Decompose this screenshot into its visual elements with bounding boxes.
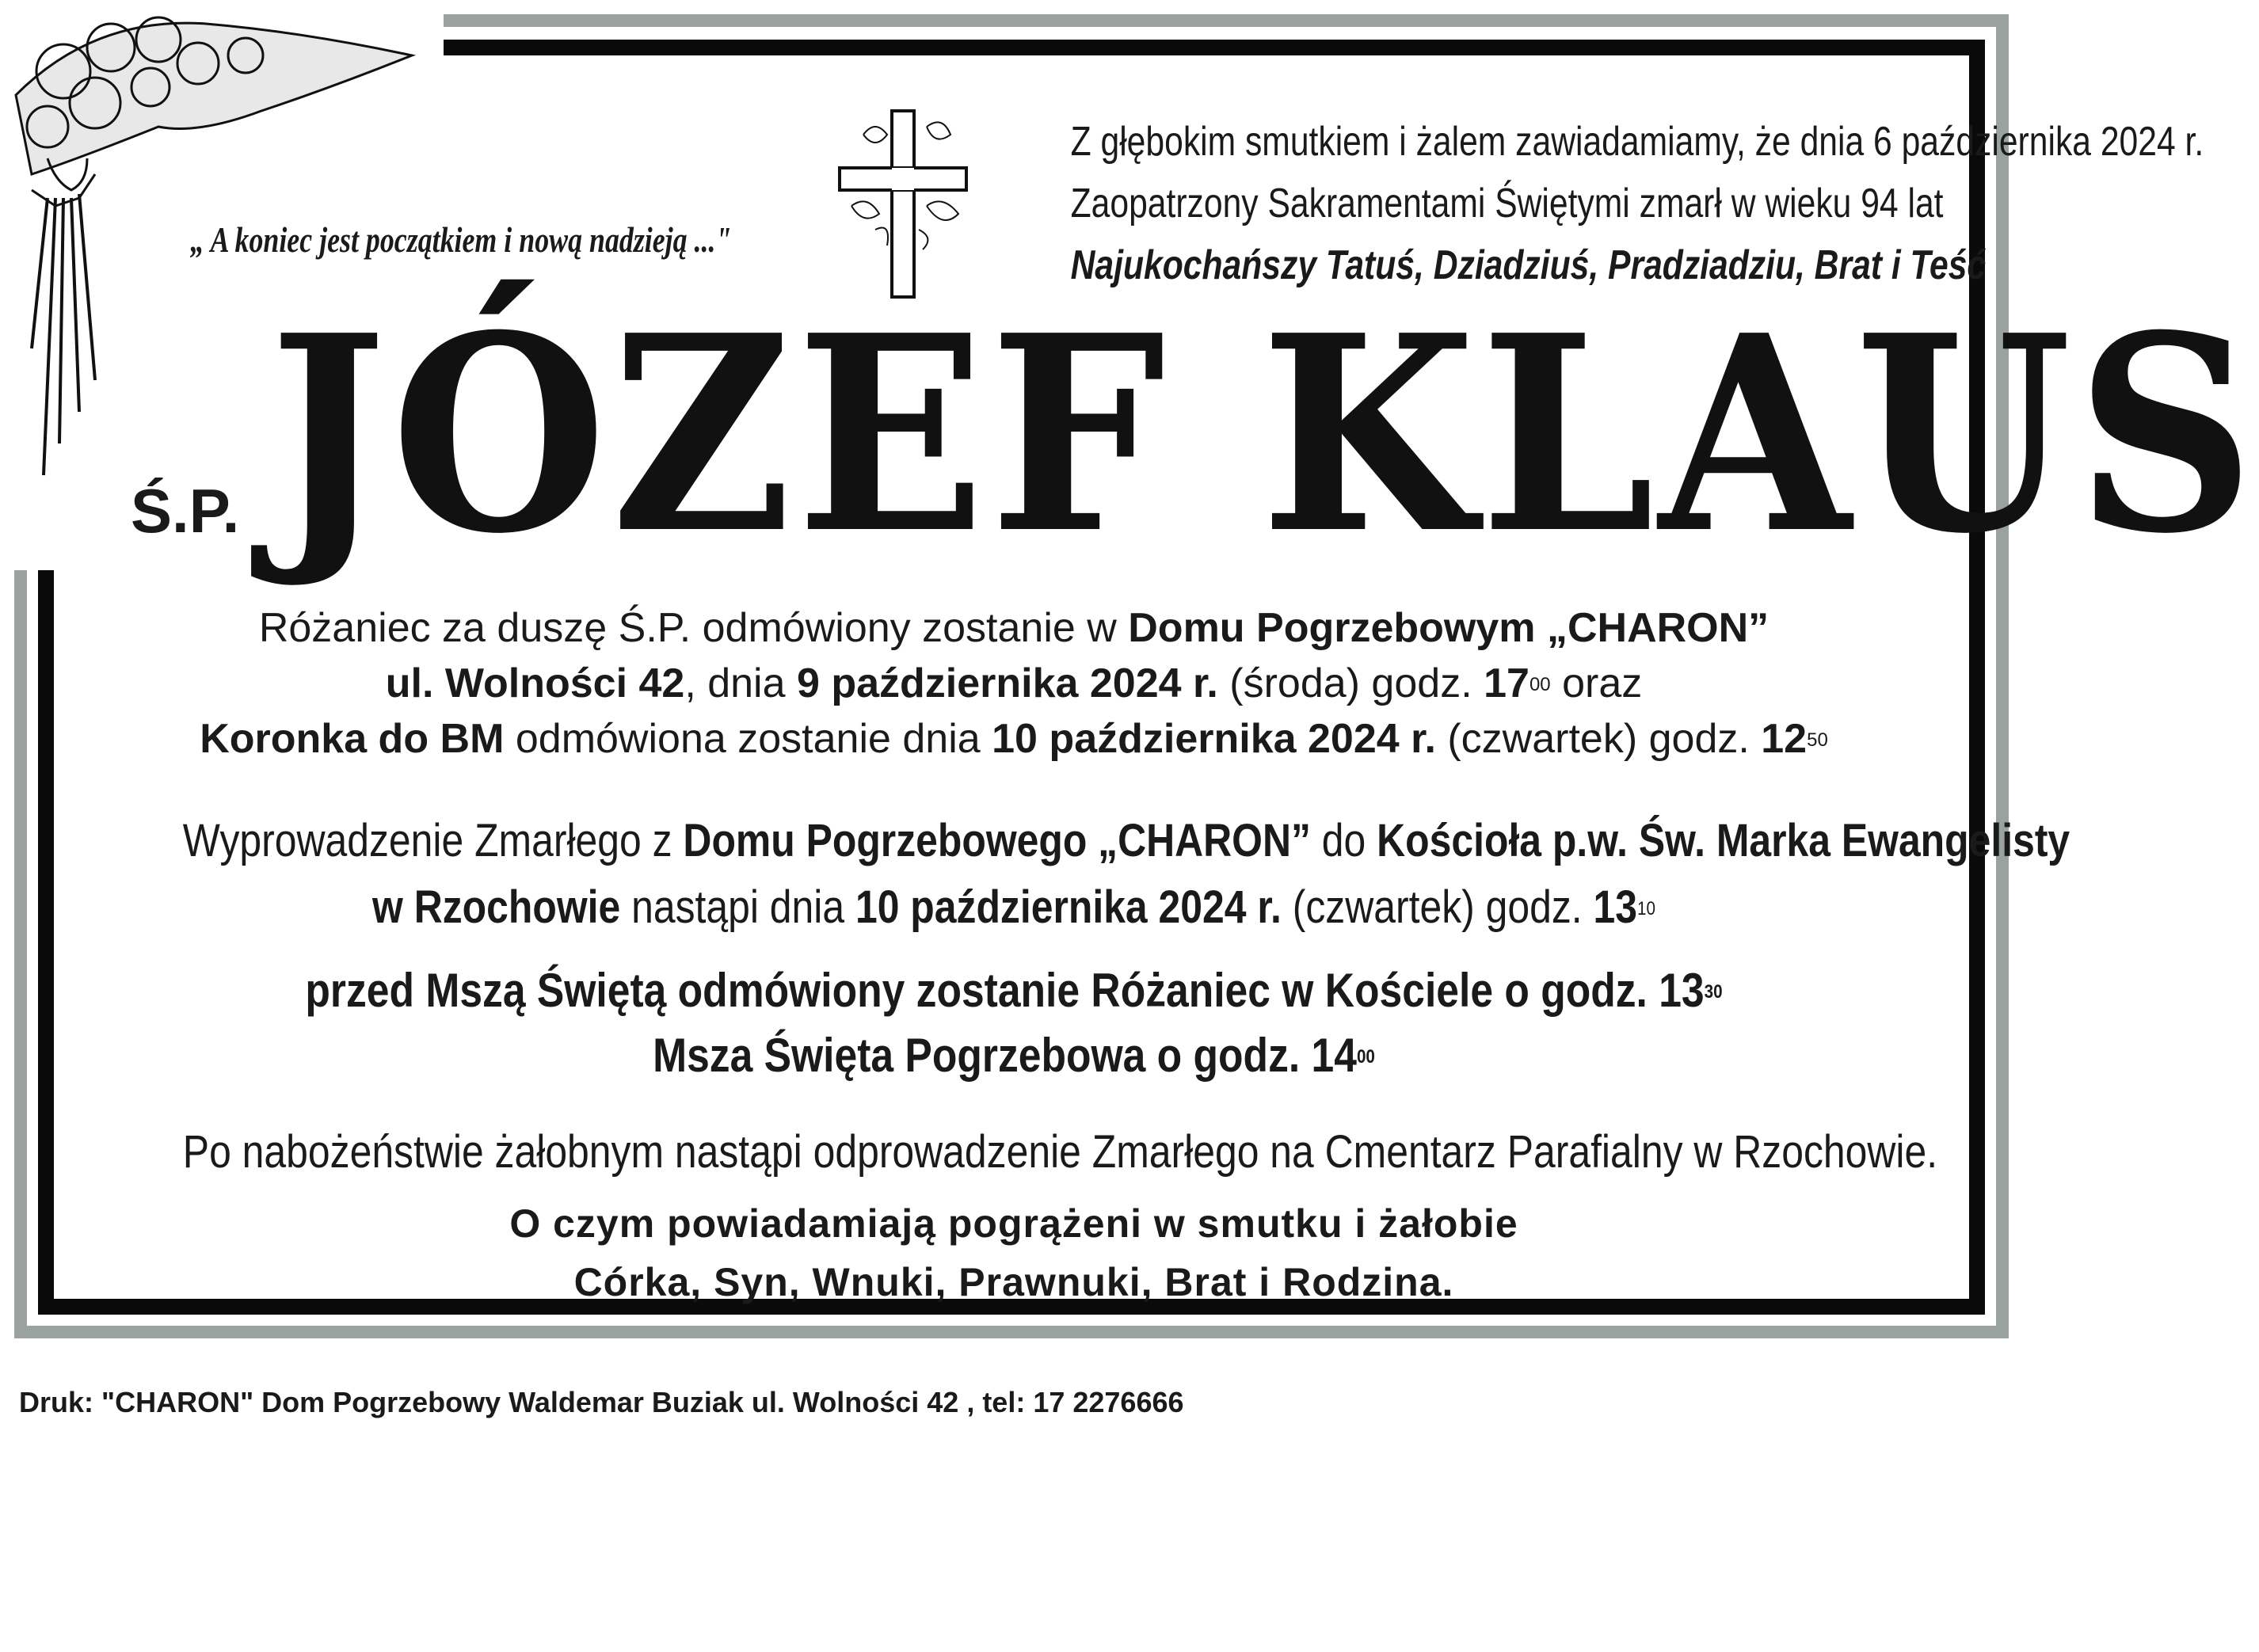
procession-text: do [1310, 815, 1377, 866]
announcement-intro [982, 111, 2204, 296]
church: Kościoła p.w. Św. Marka Ewangelisty [1377, 815, 2070, 866]
name-prefix: Ś.P. [131, 476, 240, 546]
cemetery-info [182, 1125, 1938, 1180]
chaplet-text: odmówiona zostanie dnia [504, 716, 992, 762]
chaplet: Koronka do BM [200, 716, 505, 762]
funeral-home: Domu Pogrzebowym „CHARON” [1128, 605, 1769, 651]
procession-info [182, 808, 2070, 941]
rosary-text: oraz [1550, 660, 1643, 706]
rosary-date: 9 października 2024 r. [796, 660, 1218, 706]
chaplet-text: (czwartek) godz. [1435, 716, 1762, 762]
mass-rosary-hour: 13 [1659, 964, 1705, 1017]
mass-info [183, 958, 1845, 1088]
cross-with-lilies-icon [832, 103, 974, 301]
mass-rosary: przed Mszą Świętą odmówiony zostanie Różaniec w Kościele o godz. [305, 964, 1659, 1017]
procession-text: (czwartek) godz. [1281, 881, 1594, 933]
intro-relations: Najukochańszy Tatuś, Dziadziuś, Pradziadziu, Brat i Teść [1070, 242, 1987, 288]
chaplet-date: 10 października 2024 r. [992, 716, 1436, 762]
rosary-text: , dnia [684, 660, 797, 706]
address: ul. Wolności 42 [385, 660, 685, 706]
procession-text: nastąpi dnia [620, 881, 855, 933]
mass-rosary-minutes: 30 [1704, 981, 1723, 1003]
rosary-minutes: 00 [1529, 674, 1551, 695]
procession-text: Wyprowadzenie Zmarłego z [182, 815, 684, 866]
intro-line-2: Zaopatrzony Sakramentami Świętymi zmarł w wieku 94 lat [1070, 181, 1944, 226]
rosary-text: Różaniec za duszę Ś.P. odmówiony zostanie w [258, 605, 1129, 651]
family-notice [48, 1194, 1980, 1311]
town: w Rzochowie [372, 881, 621, 933]
rosary-hour: 17 [1484, 660, 1529, 706]
funeral-home: Domu Pogrzebowego „CHARON” [683, 815, 1311, 866]
family-line-1: O czym powiadamiają pogrążeni w smutku i żałobie [509, 1201, 1518, 1246]
cemetery-text: Po nabożeństwie żałobnym nastąpi odprowadzenie Zmarłego na Cmentarz Parafialny w Rzochowie. [182, 1126, 1938, 1178]
intro-line-1: Z głębokim smutkiem i żalem zawiadamiamy, że dnia 6 października 2024 r. [1070, 119, 2204, 165]
procession-hour: 13 [1593, 881, 1637, 933]
deceased-name: JÓZEF KLAUS [269, 277, 2259, 593]
rosary-text: (środa) godz. [1217, 660, 1484, 706]
printer-footer: Druk: "CHARON" Dom Pogrzebowy Waldemar Buziak ul. Wolności 42 , tel: 17 2276666 [19, 1386, 1184, 1418]
procession-minutes: 10 [1636, 898, 1655, 919]
procession-date: 10 października 2024 r. [855, 881, 1282, 933]
rosary-info [48, 600, 1980, 767]
funeral-mass-hour: 14 [1311, 1029, 1357, 1082]
family-line-2: Córka, Syn, Wnuki, Prawnuki, Brat i Rodzina. [573, 1260, 1454, 1304]
chaplet-hour: 12 [1761, 716, 1808, 762]
chaplet-minutes: 50 [1807, 729, 1828, 751]
memorial-quote: „ A koniec jest początkiem i nową nadzieją ..." [190, 219, 732, 260]
funeral-mass: Msza Święta Pogrzebowa o godz. [653, 1029, 1312, 1082]
funeral-mass-minutes: 00 [1356, 1046, 1375, 1068]
